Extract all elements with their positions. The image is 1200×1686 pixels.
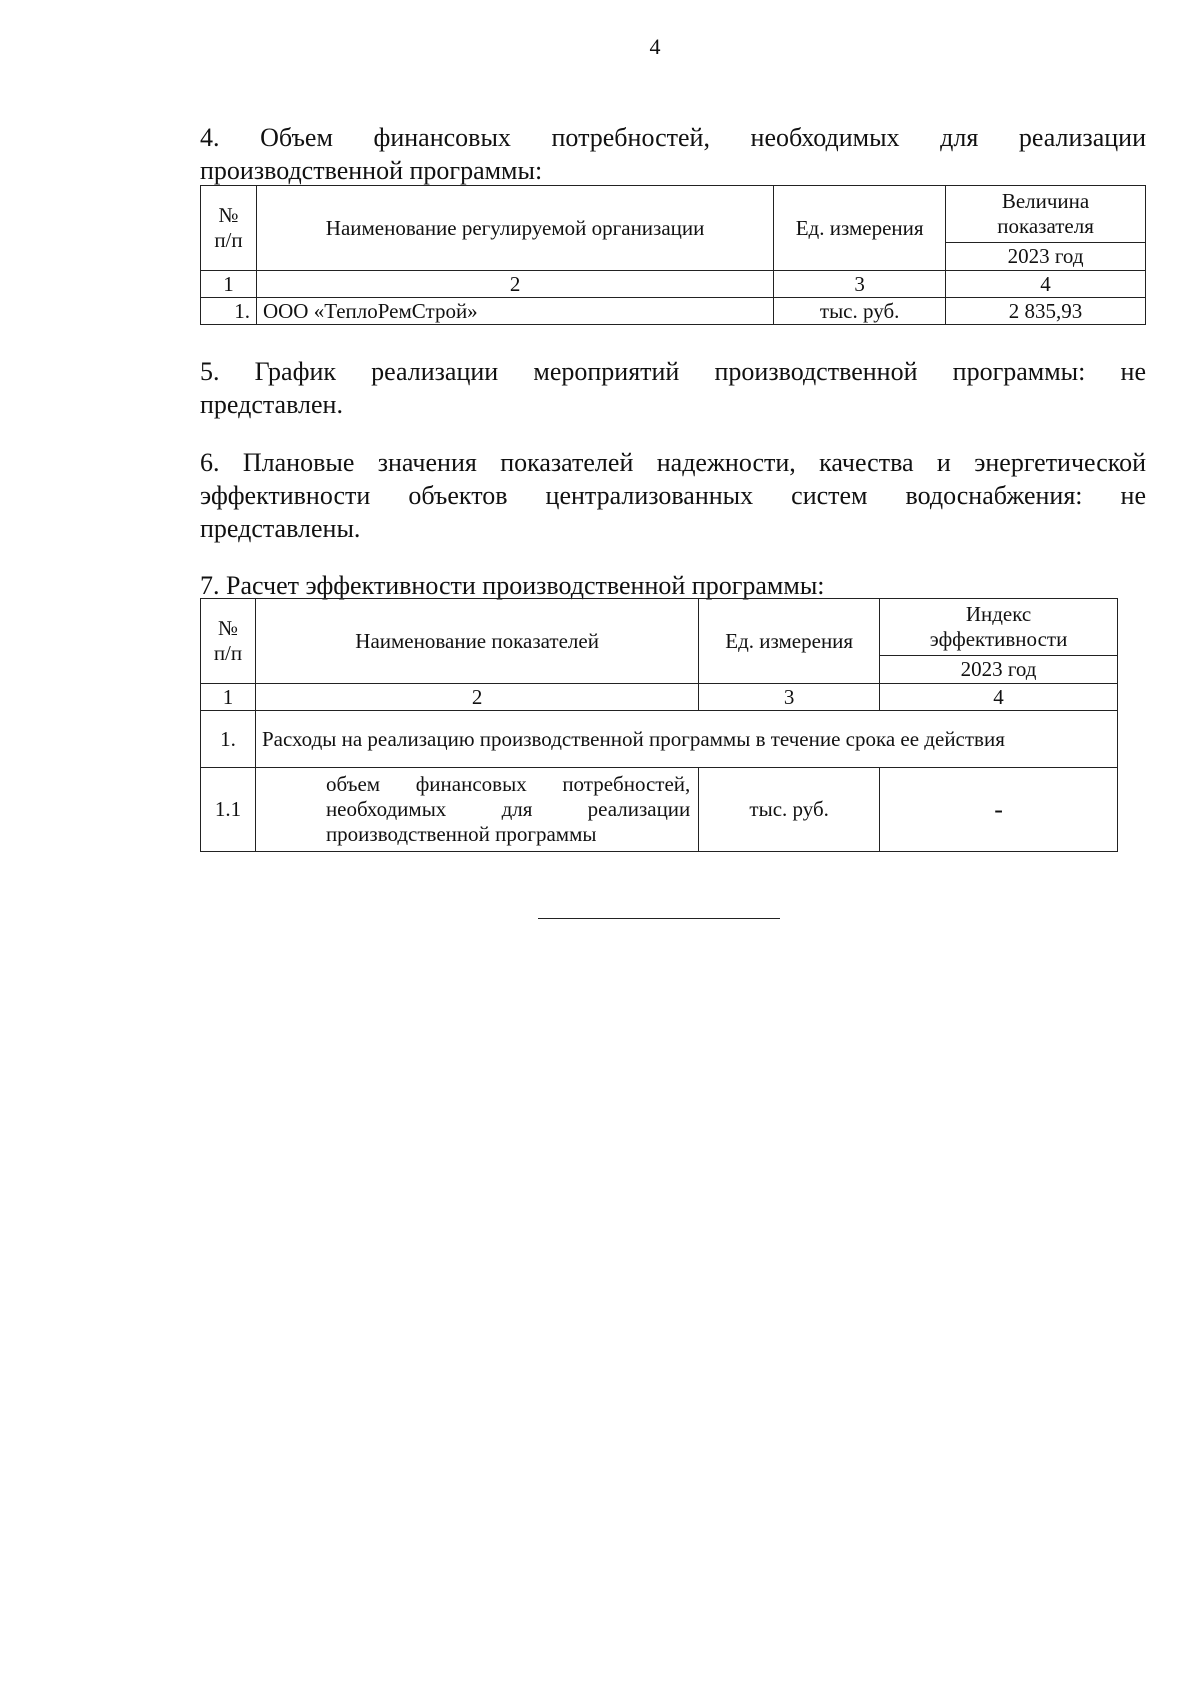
section-4-heading <box>200 121 1146 187</box>
row-value: 2 835,93 <box>946 298 1146 325</box>
header-value: Величина показателя <box>946 186 1146 243</box>
section-6-line-2: эффективности объектов централизованных систем водоснабжения: не <box>200 481 1146 510</box>
section-5-line-1: 5. График реализации мероприятий производственной программы: не <box>200 357 1146 386</box>
section-4-line-1: 4. Объем финансовых потребностей, необходимых для реализации <box>200 123 1146 152</box>
column-index-row <box>201 271 1146 298</box>
indicator-name-line: необходимых для реализации <box>325 797 691 821</box>
end-of-document-rule <box>538 918 780 919</box>
header-unit: Ед. измерения <box>774 186 946 271</box>
index-cell: 1 <box>201 271 257 298</box>
section-6-line-3: представлены. <box>200 514 361 543</box>
index-cell: 2 <box>256 271 773 298</box>
section-7-line-1: 7. Расчет эффективности производственной программы: <box>200 571 825 600</box>
header-num: № п/п <box>201 186 257 271</box>
table-row <box>201 298 1146 325</box>
header-year: 2023 год <box>880 656 1118 684</box>
table-row <box>201 768 1118 852</box>
index-cell: 3 <box>774 271 946 298</box>
row-unit: тыс. руб. <box>774 298 946 325</box>
header-efficiency-index: Индекс эффективности <box>880 599 1118 656</box>
section-6-line-1: 6. Плановые значения показателей надежности, качества и энергетической <box>200 448 1146 477</box>
index-cell: 2 <box>255 684 698 711</box>
header-unit: Ед. измерения <box>699 599 880 684</box>
section-6 <box>200 446 1146 545</box>
efficiency-table <box>200 598 1118 852</box>
indicator-name-line: объем финансовых потребностей, <box>325 772 691 796</box>
index-cell: 4 <box>880 684 1118 711</box>
column-index-row <box>201 684 1118 711</box>
section-5-line-2: представлен. <box>200 390 343 419</box>
group-text: Расходы на реализацию производственной программы в течение срока ее действия <box>255 711 1117 768</box>
header-organization-name: Наименование регулируемой организации <box>256 186 773 271</box>
row-num: 1. <box>201 298 257 325</box>
section-4-line-2: производственной программы: <box>200 156 543 185</box>
row-unit: тыс. руб. <box>699 768 880 852</box>
indicator-name <box>255 768 698 852</box>
header-year: 2023 год <box>946 243 1146 271</box>
organization-name: ООО «ТеплоРемСтрой» <box>256 298 773 325</box>
index-cell: 1 <box>201 684 256 711</box>
row-num: 1.1 <box>201 768 256 852</box>
indicator-name-line: производственной программы <box>325 822 597 846</box>
financial-needs-table <box>200 185 1146 325</box>
row-value: - <box>880 768 1118 852</box>
group-num: 1. <box>201 711 256 768</box>
index-cell: 3 <box>699 684 880 711</box>
section-5 <box>200 355 1146 421</box>
table-group-row <box>201 711 1118 768</box>
header-num: № п/п <box>201 599 256 684</box>
page-number: 4 <box>649 34 661 59</box>
index-cell: 4 <box>946 271 1146 298</box>
header-indicator-name: Наименование показателей <box>255 599 698 684</box>
